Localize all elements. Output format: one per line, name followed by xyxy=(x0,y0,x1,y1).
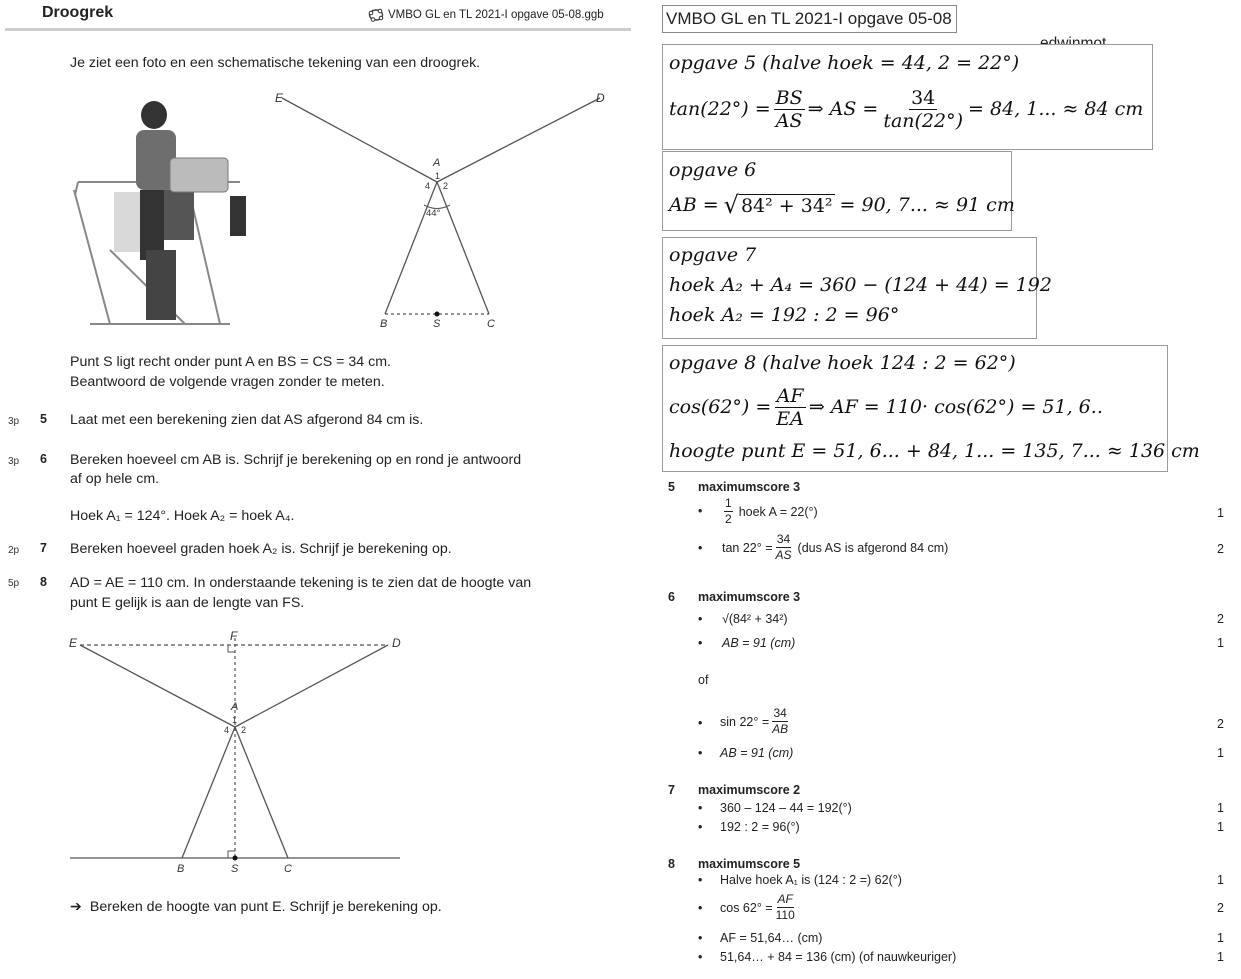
ms5-row-2-num: 34 xyxy=(776,532,791,546)
ms8-bullet-1: • xyxy=(698,873,703,887)
ms5-pts-2: 2 xyxy=(1217,542,1224,556)
ms5-half-fraction xyxy=(724,496,733,527)
ms8-row-2-fraction xyxy=(775,892,796,923)
opgave5-rhs: = 84, 1... ≈ 84 cm xyxy=(968,98,1144,120)
sqrt-icon: √ xyxy=(723,191,739,219)
final-question-row xyxy=(70,897,442,917)
ms5-row-1-text: hoek A = 22(°) xyxy=(738,504,818,519)
opgave5-f2-den: tan(22°) xyxy=(883,109,964,132)
page-title: Droogrek xyxy=(42,4,114,21)
ms5-row-2-lhs: tan 22° = xyxy=(722,540,773,555)
fig2-label-B: B xyxy=(177,863,185,875)
instruction-text: Beantwoord de volgende vragen zonder te meten. xyxy=(70,374,385,390)
fig2-label-F: F xyxy=(230,629,238,643)
opgave5-f1-den: AS xyxy=(775,109,803,132)
fig2-label-D: D xyxy=(392,636,401,650)
fig2-label-E: E xyxy=(69,636,78,650)
fig2-label-2: 2 xyxy=(241,725,247,735)
ms6-bullet-3: • xyxy=(698,716,703,730)
opgave5-formula xyxy=(669,79,1146,139)
ms6-pts-3: 2 xyxy=(1217,717,1224,731)
opgave6-rhs: = 90, 7... ≈ 91 cm xyxy=(839,194,1015,216)
geogebra-icon xyxy=(368,8,384,22)
ms8-row-2-lhs: cos 62° = xyxy=(720,900,773,915)
geogebra-title: VMBO GL en TL 2021-I opgave 05-08 xyxy=(662,5,957,33)
fig1-label-S: S xyxy=(433,318,441,330)
q8-text-2: punt E gelijk is aan de lengte van FS. xyxy=(70,595,305,611)
ms8-bullet-4: • xyxy=(698,950,703,964)
ms6-pts-2: 1 xyxy=(1217,636,1224,650)
fig1-label-4: 4 xyxy=(425,181,431,191)
fig1-angle-label: 44° xyxy=(426,208,441,219)
ms8-bullet-3: • xyxy=(698,931,703,945)
final-question-text: Bereken de hoogte van punt E. Schrijf je berekening op. xyxy=(89,899,442,915)
ms7-number: 7 xyxy=(668,783,675,797)
q7-text: Bereken hoeveel graden hoek A₂ is. Schrijf je berekening op. xyxy=(70,541,452,557)
hoek-info-text: Hoek A₁ = 124°. Hoek A₂ = hoek A₄. xyxy=(70,508,295,524)
ms6-bullet-1: • xyxy=(698,612,703,626)
ms5-pts-1: 1 xyxy=(1217,506,1224,520)
ms8-pts-4: 1 xyxy=(1217,950,1224,964)
ms7-pts-2: 1 xyxy=(1217,820,1224,834)
ms8-row-1: Halve hoek A₁ is (124 : 2 =) 62(°) xyxy=(720,873,902,887)
ms5-number: 5 xyxy=(668,480,675,494)
opgave5-heading: opgave 5 (halve hoek = 44, 2 = 22°) xyxy=(669,52,1020,74)
fig1-label-2: 2 xyxy=(443,181,449,191)
intro-text: Je ziet een foto en een schematische tekening van een droogrek. xyxy=(70,55,481,71)
ms6-bullet-2: • xyxy=(698,636,703,650)
schematic-figure-2 xyxy=(62,628,412,880)
ms5-row-2 xyxy=(722,532,948,563)
opgave7-heading: opgave 7 xyxy=(669,244,757,266)
ms6-bullet-4: • xyxy=(698,746,703,760)
opgave5-mid: ⇒ AS = xyxy=(807,98,879,120)
ms6-row-3 xyxy=(720,706,791,737)
ms5-heading: maximumscore 3 xyxy=(698,480,801,494)
opgave5-box xyxy=(662,44,1153,150)
opgave5-lhs: tan(22°) = xyxy=(669,98,771,120)
ms8-row-2 xyxy=(720,892,798,923)
ms5-bullet-1: • xyxy=(698,504,703,518)
ms5-row-2-text: (dus AS is afgerond 84 cm) xyxy=(797,540,949,555)
q8-score: 5p xyxy=(8,578,20,589)
q5-text: Laat met een berekening zien dat AS afgerond 84 cm is. xyxy=(70,412,424,428)
opgave5-fraction-2 xyxy=(881,87,965,132)
fig2-label-S: S xyxy=(231,863,239,875)
title-rule xyxy=(5,28,631,31)
ms7-pts-1: 1 xyxy=(1217,801,1224,815)
arrow-right-icon: ➔ xyxy=(70,899,82,915)
ms8-row-2-num: AF xyxy=(777,892,793,906)
opgave7-line2: hoek A₂ + A₄ = 360 − (124 + 44) = 192 xyxy=(669,274,1052,296)
fig1-label-E: E xyxy=(275,91,284,105)
opgave8-fraction xyxy=(774,385,806,430)
fig1-label-B: B xyxy=(380,318,388,330)
opgave8-line3: hoogte punt E = 51, 6... + 84, 1... = 135, 7... ≈ 136 cm xyxy=(669,440,1200,462)
opgave8-rhs: ⇒ AF = 110· cos(62°) = 51, 6.. xyxy=(808,396,1103,418)
ms5-row-1 xyxy=(722,496,818,527)
opgave5-fraction-1 xyxy=(774,87,805,132)
fig2-label-A: A xyxy=(231,701,239,713)
q5-number: 5 xyxy=(40,412,47,426)
ms8-bullet-2: • xyxy=(698,901,703,915)
ms7-row-1: 360 – 124 – 44 = 192(°) xyxy=(720,801,852,815)
ms6-heading: maximumscore 3 xyxy=(698,590,801,604)
point-s-text: Punt S ligt recht onder punt A en BS = CS = 34 cm. xyxy=(70,354,391,370)
opgave6-heading: opgave 6 xyxy=(669,158,757,181)
ms6-pts-4: 1 xyxy=(1217,746,1224,760)
q7-number: 7 xyxy=(40,541,47,555)
ms6-pts-1: 2 xyxy=(1217,612,1224,626)
ms8-heading: maximumscore 5 xyxy=(698,857,801,871)
ms6-row-3-lhs: sin 22° = xyxy=(720,714,770,729)
ms6-row-3-fraction xyxy=(771,706,789,737)
ms8-row-3: AF = 51,64… (cm) xyxy=(720,931,823,945)
ms6-row-3-num: 34 xyxy=(773,706,787,720)
ms6-row-4: AB = 91 (cm) xyxy=(720,746,794,760)
ms7-bullet-1: • xyxy=(698,801,703,815)
ms5-row-2-den: AS xyxy=(775,548,792,562)
ms5-half-num: 1 xyxy=(725,496,732,510)
ms5-half-den: 2 xyxy=(725,512,732,526)
q5-score: 3p xyxy=(8,416,20,427)
opgave6-box xyxy=(662,151,1015,231)
ms8-number: 8 xyxy=(668,857,675,871)
ms7-bullet-2: • xyxy=(698,820,703,834)
opgave8-heading: opgave 8 (halve hoek 124 : 2 = 62°) xyxy=(669,352,1016,374)
opgave8-f-num: AF xyxy=(776,384,804,407)
ms8-row-2-den: 110 xyxy=(775,908,795,922)
q6-text-2: af op hele cm. xyxy=(70,471,160,487)
ms6-number: 6 xyxy=(668,590,675,604)
ms6-row-2: AB = 91 (cm) xyxy=(722,636,796,650)
q7-score: 2p xyxy=(8,545,20,556)
fig2-label-C: C xyxy=(284,863,292,875)
opgave7-line3: hoek A₂ = 192 : 2 = 96° xyxy=(669,304,900,326)
fig1-label-A: A xyxy=(433,157,441,169)
ggb-file-link[interactable] xyxy=(368,8,604,22)
ms5-bullet-2: • xyxy=(698,541,703,555)
opgave6-formula xyxy=(669,185,1015,225)
opgave8-box xyxy=(662,345,1200,472)
q8-number: 8 xyxy=(40,575,47,589)
fig1-label-D: D xyxy=(596,91,605,105)
drying-rack-photo xyxy=(70,100,260,330)
ggb-file-name: VMBO GL en TL 2021-I opgave 05-08.ggb xyxy=(388,9,604,21)
ms7-heading: maximumscore 2 xyxy=(698,783,801,797)
opgave6-lhs: AB = xyxy=(669,194,719,216)
fig2-label-4: 4 xyxy=(224,725,230,735)
opgave6-radicand: 84² + 34² xyxy=(740,194,833,217)
q6-text-1: Bereken hoeveel cm AB is. Schrijf je berekening op en rond je antwoord xyxy=(70,452,522,468)
ms6-row-3-den: AB xyxy=(772,722,789,736)
ms8-pts-1: 1 xyxy=(1217,873,1224,887)
schematic-figure-1 xyxy=(270,88,615,338)
ms5-row-2-fraction xyxy=(775,532,793,563)
opgave8-lhs: cos(62°) = xyxy=(669,396,772,418)
opgave8-formula xyxy=(669,378,1161,436)
opgave5-f1-num: BS xyxy=(775,86,803,109)
ms7-row-2: 192 : 2 = 96(°) xyxy=(720,820,800,834)
q8-text-1: AD = AE = 110 cm. In onderstaande tekening is te zien dat de hoogte van xyxy=(70,575,532,591)
opgave8-f-den: EA xyxy=(776,407,804,430)
ms8-pts-2: 2 xyxy=(1217,901,1224,915)
fig2-label-1: 1 xyxy=(232,715,238,725)
ms8-row-4: 51,64… + 84 = 136 (cm) (of nauwkeuriger) xyxy=(720,950,957,964)
ms6-row-1: √(84² + 34²) xyxy=(722,612,788,626)
q6-number: 6 xyxy=(40,452,47,466)
ms8-pts-3: 1 xyxy=(1217,931,1224,945)
q6-score: 3p xyxy=(8,456,20,467)
fig1-label-1: 1 xyxy=(435,171,441,181)
opgave5-f2-num: 34 xyxy=(911,86,936,109)
opgave7-box xyxy=(662,237,1052,339)
ms6-or: of xyxy=(698,673,709,687)
fig1-label-C: C xyxy=(487,318,495,330)
